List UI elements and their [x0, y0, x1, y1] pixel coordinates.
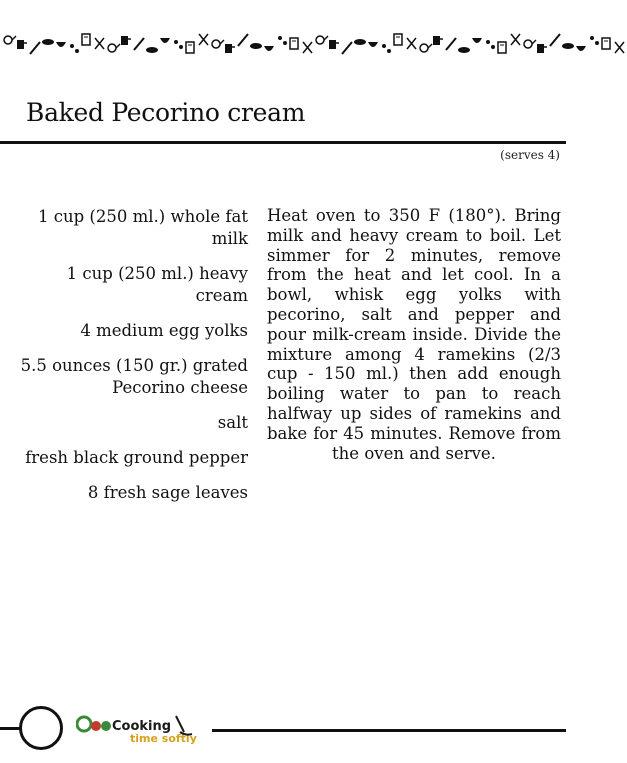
- ingredient-item: 4 medium egg yolks: [80, 321, 248, 340]
- footer-divider-right: [212, 729, 566, 732]
- kitchen-utensils-border: [0, 26, 627, 60]
- ingredients-list: [20, 206, 248, 517]
- ingredient-item: 1 cup (250 ml.) whole fat milk: [38, 207, 248, 248]
- ingredient-item: 5.5 ounces (150 gr.) grated Pecorino cheese: [20, 356, 248, 397]
- ingredient-item: salt: [217, 413, 248, 432]
- logo-graphic-icon: [76, 712, 206, 748]
- page-number-circle: [19, 706, 63, 750]
- utensil-pattern-icon: [0, 26, 627, 60]
- logo-sub-text: time softly: [130, 732, 197, 745]
- ingredient-item: fresh black ground pepper: [25, 448, 248, 467]
- serves-note: (serves 4): [500, 148, 560, 162]
- logo-main-text: Cooking: [112, 719, 172, 734]
- footer-divider-left: [0, 727, 20, 730]
- method-text: Heat oven to 350 F (180°). Bring milk and heavy cream to boil. Let simmer for 2 minutes, remove from the heat and let cool. In a bowl, whisk egg yolks with pecorino, salt and pepper and pour milk-cream inside. Divide the mixture among 4 ramekins (2/3 cup - 150 ml.) then add enough boiling water to pan to reach halfway up sides of ramekins and bake for 45 minutes. Remove from the oven and serve.: [267, 206, 561, 463]
- ingredient-item: 8 fresh sage leaves: [87, 483, 248, 502]
- recipe-title: Baked Pecorino cream: [26, 98, 306, 127]
- title-divider: [0, 141, 566, 144]
- cooking-logo: [76, 712, 206, 748]
- ingredient-item: 1 cup (250 ml.) heavy cream: [66, 264, 248, 305]
